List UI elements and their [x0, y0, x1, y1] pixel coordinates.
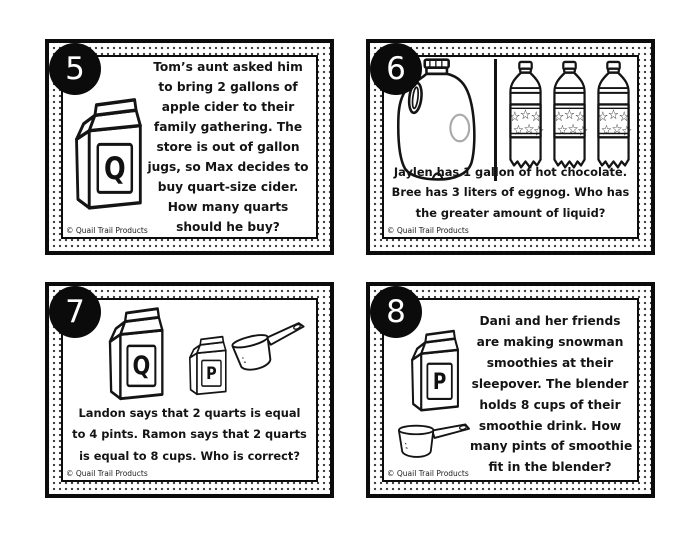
pint-carton-illustration	[185, 333, 229, 397]
pint-carton-illustration	[406, 326, 462, 414]
soda-bottle-illustration	[506, 60, 545, 176]
soda-bottles-group	[506, 60, 633, 176]
text-line: are making snowman	[476, 334, 624, 349]
text-line: Dani and her friends	[479, 314, 621, 328]
quart-carton-illustration	[103, 303, 167, 403]
soda-bottle-illustration	[550, 60, 589, 176]
carton-letter-p: P	[432, 368, 447, 395]
copyright-label: © Quail Trail Products	[66, 226, 148, 235]
text-line: the greater amount of liquid?	[415, 205, 606, 220]
text-line: smoothies at their	[486, 355, 614, 370]
card-number: 6	[386, 51, 406, 87]
quart-carton-illustration	[68, 93, 146, 213]
carton-letter-p: P	[206, 364, 217, 384]
text-line: sleepover. The blender	[471, 376, 629, 391]
text-line: to bring 2 gallons of	[158, 80, 298, 94]
text-line: holds 8 cups of their	[479, 397, 621, 412]
text-line: jugs, so Max decides to	[147, 160, 309, 174]
card-6-problem-text	[386, 162, 635, 223]
card-7-problem-text	[65, 403, 314, 467]
carton-letter-q: Q	[132, 350, 151, 381]
copyright-label: © Quail Trail Products	[387, 469, 469, 478]
card-8-content	[382, 298, 639, 482]
text-line: Bree has 3 liters of eggnog. Who has	[391, 185, 630, 200]
card-8-problem-text	[470, 311, 633, 478]
text-line: many pints of smoothie	[470, 439, 633, 454]
card-number-badge	[49, 286, 101, 338]
card-number: 7	[65, 294, 85, 330]
card-number: 5	[65, 51, 85, 87]
card-6-content	[382, 55, 639, 239]
soda-bottle-illustration	[594, 60, 633, 176]
text-line: should he buy?	[176, 220, 280, 234]
carton-letter-q: Q	[103, 150, 126, 187]
text-line: buy quart-size cider.	[157, 180, 299, 194]
card-number-badge	[49, 43, 101, 95]
text-line: Landon says that 2 quarts is equal	[78, 406, 301, 420]
measuring-cup-illustration	[394, 422, 474, 460]
task-card-7	[45, 282, 334, 498]
task-card-6	[366, 39, 655, 255]
task-card-5	[45, 39, 334, 255]
text-line: store is out of gallon	[156, 140, 300, 154]
copyright-label: © Quail Trail Products	[387, 226, 469, 235]
copyright-label: © Quail Trail Products	[66, 469, 148, 478]
text-line: fit in the blender?	[488, 460, 612, 475]
text-line: How many quarts	[167, 200, 289, 214]
text-line: Tom’s aunt asked him	[153, 60, 303, 74]
text-line: apple cider to their	[161, 100, 295, 114]
card-number-badge	[370, 43, 422, 95]
text-line: is equal to 8 cups. Who is correct?	[79, 448, 300, 463]
card-5-problem-text	[147, 57, 309, 237]
card-7-content	[61, 298, 318, 482]
task-card-8	[366, 282, 655, 498]
card-5-content	[61, 55, 318, 239]
text-line: to 4 pints. Ramon says that 2 quarts	[72, 427, 307, 442]
text-line: smoothie drink. How	[478, 418, 622, 433]
measuring-cup-illustration	[225, 318, 316, 377]
card-number-badge	[370, 286, 422, 338]
text-line: family gathering. The	[153, 120, 303, 134]
card-number: 8	[386, 294, 406, 330]
text-line: Jaylen has 1 gallon of hot chocolate.	[393, 165, 628, 179]
